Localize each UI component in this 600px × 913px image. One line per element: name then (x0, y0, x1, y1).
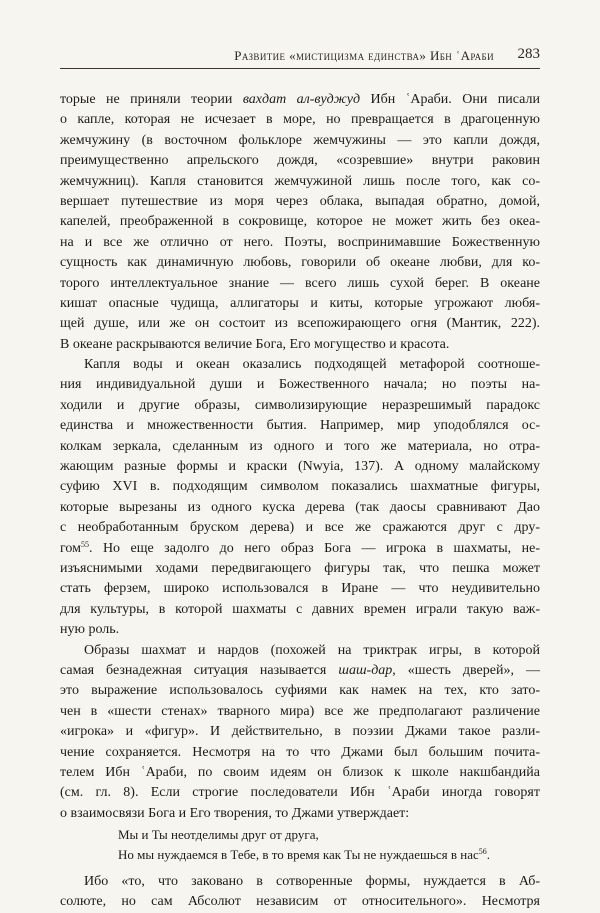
text-run: преимущественно апрельского дождя, «созревшие» внутри раковин (60, 153, 540, 169)
text-run: (см. гл. 8). Если строгие последователи Ибн ʿАраби иногда говорят (60, 785, 540, 801)
text-line (60, 518, 540, 538)
verse-line (118, 825, 540, 845)
text-line (60, 783, 540, 803)
text-line (60, 375, 540, 395)
page-body (60, 90, 540, 913)
text-run: суфию XVI в. подходящим символом показались шахматные фигуры, (60, 479, 540, 495)
text-line (60, 233, 540, 253)
text-run: Ибо «то, что заковано в сотворенные формы, нуждается в Аб- (84, 874, 540, 890)
text-run: которые вырезаны из одного куска дерева (так даосы сравнивают Дао (60, 499, 540, 515)
text-run: изъяснимыми ходами передвигающего фигуры так, что пешка может (60, 560, 540, 576)
text-run: кишат опасные чудища, аллигаторы и киты, которые угрожают любя- (60, 295, 540, 311)
text-line (60, 274, 540, 294)
page-number: 283 (517, 46, 540, 62)
text-run: жемчужниц). Капля становится жемчужиной лишь после того, как со- (60, 173, 540, 189)
text-line (60, 763, 540, 783)
text-run: самая безнадежная ситуация называется (60, 662, 339, 678)
running-head: Развитие «мистицизма единства» Ибн ʿАраби (234, 48, 494, 63)
text-run: стать ферзем, широко использовался в Иране — что неудивительно (60, 581, 540, 597)
text-line (60, 396, 540, 416)
text-run: Ибн ʿАраби. Они писали (360, 92, 540, 107)
text-line (60, 314, 540, 334)
text-run: это выражение использовалось суфиями как намек на тех, кто зато- (60, 683, 540, 699)
header-rule (60, 68, 540, 69)
paragraph-2 (60, 355, 540, 640)
footnote-ref: 56 (478, 847, 487, 857)
page-header (60, 44, 540, 70)
text-line (60, 804, 540, 824)
text-line (60, 355, 540, 375)
text-run: для культуры, в которой шахматы с давних времен играли такую важ- (60, 601, 540, 617)
text-run: Капля воды и океан оказались подходящей метафорой соотноше- (84, 357, 540, 373)
text-line (60, 702, 540, 722)
text-run: . (486, 847, 491, 863)
text-line (60, 722, 540, 742)
text-run: жемчужину (в восточном фольклоре жемчужины — это капли дождя, (60, 132, 540, 148)
text-run: ную роль. (60, 622, 120, 638)
text-run: Образы шахмат и нардов (похожей на триктрак игры, в которой (84, 642, 540, 658)
text-run: о капле, которая не исчезает в море, но превращается в драгоценную (60, 112, 540, 128)
verse-quote (118, 825, 540, 865)
text-run: о взаимосвязи Бога и Его творения, то Джами утверждает: (60, 805, 410, 821)
text-run: чение сохраняется. Несмотря на то что Джами был большим почита- (60, 744, 540, 760)
text-line (60, 457, 540, 477)
text-line (60, 661, 540, 681)
text-line (60, 110, 540, 130)
text-line (60, 620, 540, 640)
text-line (60, 600, 540, 620)
text-run: торого интеллектуальное знание — всего лишь сухой берег. В океане (60, 275, 540, 291)
text-line (60, 579, 540, 599)
text-run: В океане раскрываются величие Бога, Его могущество и красота. (60, 336, 450, 352)
text-run: вершает путешествие из моря через облака, выпадая обратно, домой, (60, 193, 540, 209)
text-line (60, 294, 540, 314)
text-run: Мы и Ты неотделимы друг от друга, (118, 827, 319, 843)
text-run: с необработанным бруском дерева) и все же сражаются друг с дру- (60, 520, 540, 536)
text-run: ходили и другие образы, символизирующие неразрешимый парадокс (60, 397, 540, 413)
text-run: щей душе, или же он состоит из всепожирающего огня (Мантик, 222). (60, 316, 540, 332)
text-line (60, 172, 540, 192)
text-line (60, 559, 540, 579)
text-run: солюте, но сам Абсолют независим от относительного». Несмотря (60, 894, 540, 910)
text-line (60, 437, 540, 457)
text-run: ния индивидуальной души и Божественного начала; но поэты на- (60, 377, 540, 393)
text-line (60, 498, 540, 518)
italic-term: шаш-дар (338, 662, 393, 678)
text-run: сущность как динамичную любовь, говорили об океане любви, для ко- (60, 255, 540, 271)
text-line (60, 539, 540, 559)
text-line (60, 892, 540, 912)
text-run: . Но еще задолго до него образ Бога — игрока в шахматы, не- (89, 540, 540, 556)
paragraph-3 (60, 641, 540, 825)
text-run: , «шесть дверей», — (392, 662, 540, 678)
text-line (60, 253, 540, 273)
italic-term: вахдат ал-вуджуд (242, 92, 361, 107)
text-run: гом (60, 540, 81, 556)
text-line (60, 212, 540, 232)
text-run: единства и множественности бытия. Например, мир уподоблялся ос- (60, 418, 540, 434)
text-run: на и все же отлично от него. Поэты, воспринимавшие Божественную (60, 234, 540, 250)
paragraph-1 (60, 90, 540, 355)
text-run: колкам зеркала, сделанным из одного и того же материала, но отра- (60, 438, 540, 454)
text-line (60, 681, 540, 701)
text-line (60, 416, 540, 436)
text-line (60, 90, 540, 110)
text-run: Но мы нуждаемся в Тебе, в то время как Ты не нуждаешься в нас (118, 847, 479, 863)
text-line (60, 335, 540, 355)
text-line (60, 131, 540, 151)
text-line (60, 151, 540, 171)
paragraph-4 (60, 872, 540, 913)
text-line (60, 743, 540, 763)
footnote-ref: 55 (81, 539, 89, 549)
text-run: капелей, преображенной в сокровище, которое не может жить без океа- (60, 214, 540, 230)
text-line (60, 477, 540, 497)
text-line (60, 872, 540, 892)
text-run: телем Ибн ʿАраби, по своим идеям он близок к школе накшбандийа (60, 764, 540, 780)
text-run: жающим разные формы и краски (Nwyia, 137). А одному малайскому (60, 459, 540, 475)
text-line (60, 641, 540, 661)
text-run: чен в «шести стенах» тварного мира) все же предполагают различение (60, 703, 540, 719)
text-run: «игрока» и «фигур». И действительно, в поэзии Джами такое разли- (60, 724, 540, 740)
text-line (60, 192, 540, 212)
text-run: торые не приняли теории (60, 92, 243, 107)
verse-line (118, 845, 540, 865)
